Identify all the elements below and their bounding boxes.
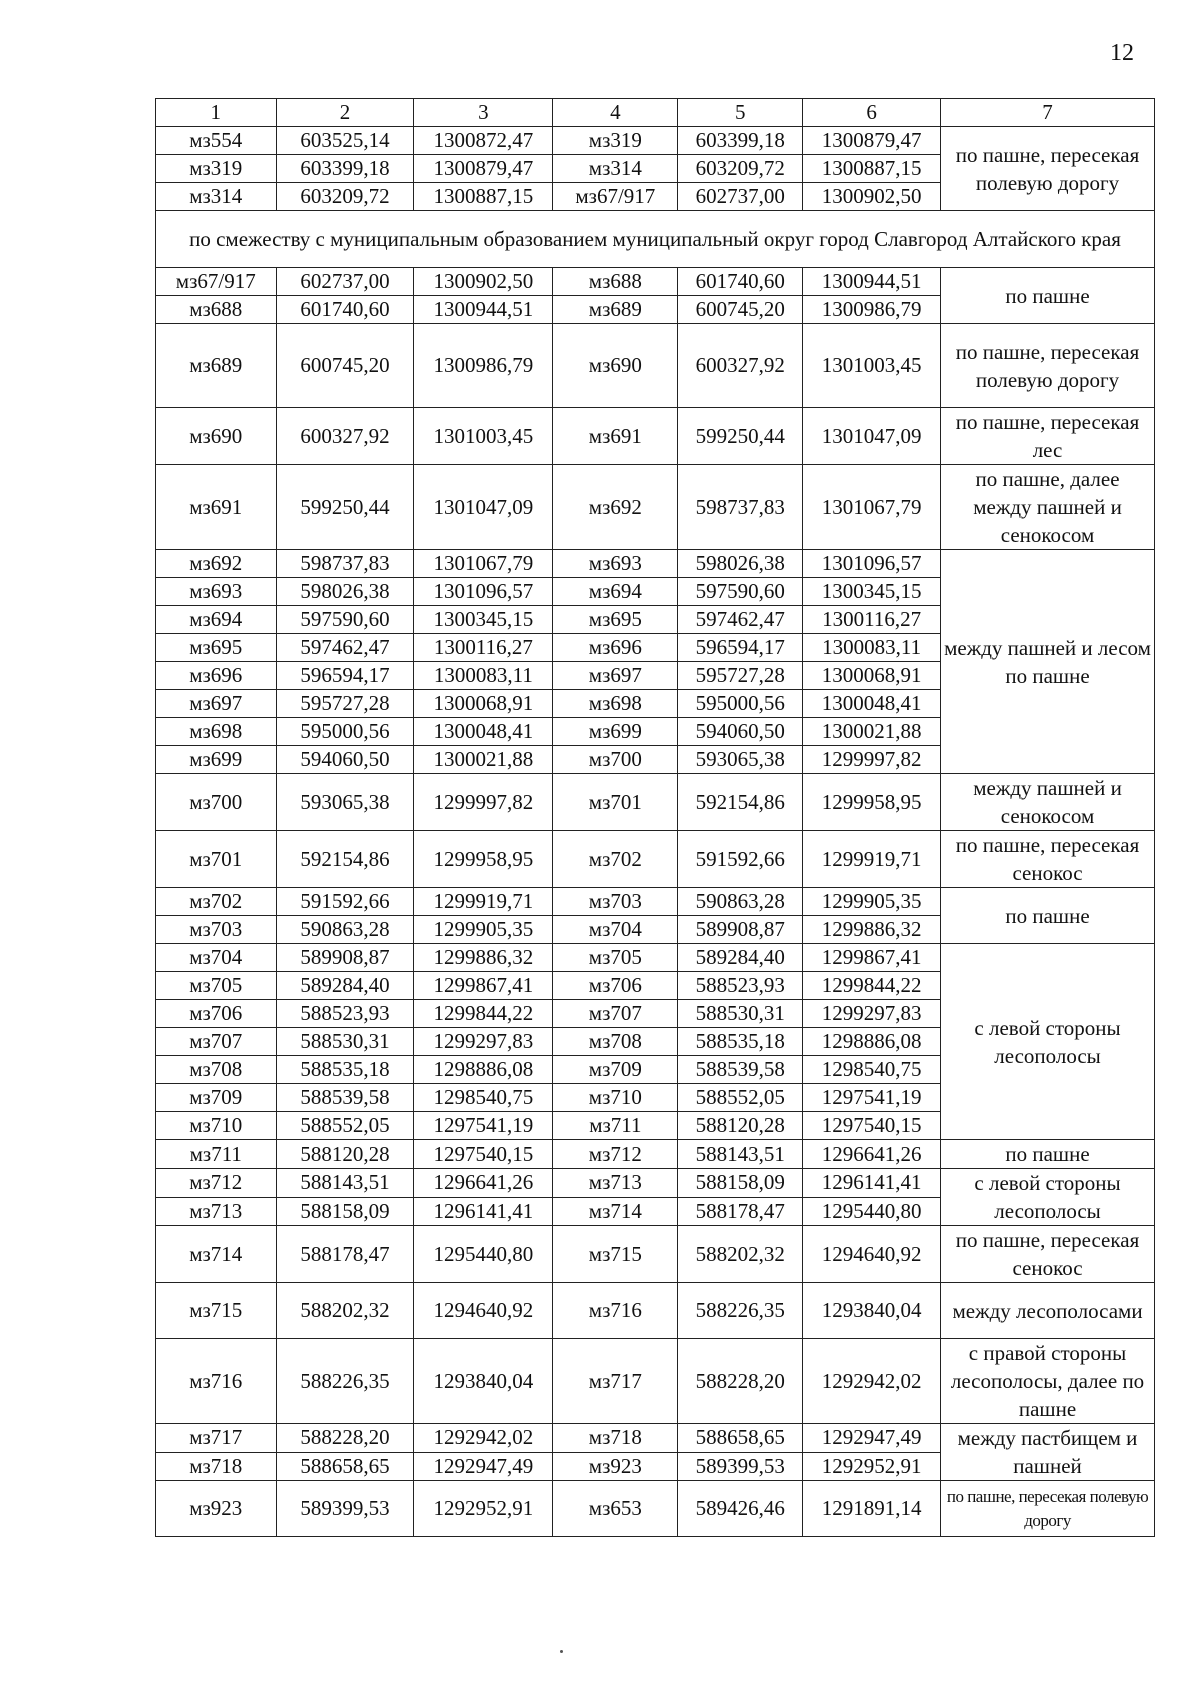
table-cell: мз67/917	[553, 183, 678, 211]
table-cell: 1300887,15	[803, 155, 941, 183]
section-header: по смежеству с муниципальным образованием муниципальный округ город Славгород Алтайского края	[156, 211, 1155, 268]
description-cell: с правой стороны лесополосы, далее по пашне	[941, 1339, 1155, 1424]
table-cell: мз703	[156, 916, 277, 944]
table-cell: 1301096,57	[803, 550, 941, 578]
table-cell: мз690	[156, 408, 277, 465]
table-cell: мз653	[553, 1481, 678, 1537]
table-cell: 598737,83	[678, 465, 803, 550]
page-number: 12	[1110, 40, 1134, 66]
table-row	[156, 408, 1155, 465]
table-cell: 1299958,95	[414, 831, 553, 888]
table-cell: мз703	[553, 888, 678, 916]
table-cell: 588178,47	[678, 1197, 803, 1226]
table-cell: мз694	[553, 578, 678, 606]
table-cell: 1300345,15	[414, 606, 553, 634]
table-cell: 595000,56	[276, 718, 414, 746]
column-header: 1	[156, 99, 277, 127]
table-cell: 600327,92	[276, 408, 414, 465]
table-row	[156, 1226, 1155, 1283]
table-cell: 1300879,47	[414, 155, 553, 183]
table-cell: мз708	[156, 1056, 277, 1084]
table-cell: 598737,83	[276, 550, 414, 578]
table-cell: 1293840,04	[414, 1339, 553, 1424]
table-cell: мз692	[553, 465, 678, 550]
table-cell: мз715	[156, 1283, 277, 1339]
table-cell: мз718	[553, 1424, 678, 1453]
table-cell: 1301096,57	[414, 578, 553, 606]
table-cell: 1300986,79	[803, 296, 941, 324]
table-cell: мз314	[156, 183, 277, 211]
table-cell: 1298886,08	[803, 1028, 941, 1056]
table-cell: мз704	[553, 916, 678, 944]
table-cell: 597462,47	[678, 606, 803, 634]
table-cell: 1300986,79	[414, 324, 553, 408]
table-cell: 1292952,91	[414, 1481, 553, 1537]
table-cell: 1299997,82	[414, 774, 553, 831]
table-cell: 1299297,83	[803, 1000, 941, 1028]
table-cell: 1296641,26	[414, 1169, 553, 1198]
table-cell: 588158,09	[276, 1197, 414, 1226]
table-cell: 599250,44	[678, 408, 803, 465]
table-cell: 594060,50	[678, 718, 803, 746]
table-cell: 1292942,02	[414, 1424, 553, 1453]
table-cell: 1299844,22	[414, 1000, 553, 1028]
table-cell: мз714	[553, 1197, 678, 1226]
table-cell: мз718	[156, 1452, 277, 1481]
table-cell: мз713	[156, 1197, 277, 1226]
table-cell: 1300116,27	[414, 634, 553, 662]
table-cell: 1301003,45	[803, 324, 941, 408]
table-cell: 1299958,95	[803, 774, 941, 831]
table-row	[156, 268, 1155, 296]
table-cell: мз699	[156, 746, 277, 774]
description-cell: с левой стороны лесополосы	[941, 1169, 1155, 1226]
table-cell: мз694	[156, 606, 277, 634]
table-cell: мз700	[156, 774, 277, 831]
table-cell: мз702	[553, 831, 678, 888]
table-cell: 589426,46	[678, 1481, 803, 1537]
column-header: 4	[553, 99, 678, 127]
table-cell: 1291891,14	[803, 1481, 941, 1537]
header-row	[156, 99, 1155, 127]
column-header: 2	[276, 99, 414, 127]
table-cell: мз707	[156, 1028, 277, 1056]
table-cell: 1300944,51	[803, 268, 941, 296]
description-cell: по пашне	[941, 888, 1155, 944]
description-cell: между пастбищем и пашней	[941, 1424, 1155, 1481]
table-cell: 588539,58	[276, 1084, 414, 1112]
table-cell: 1301067,79	[803, 465, 941, 550]
table-cell: мз717	[156, 1424, 277, 1453]
table-cell: мз701	[553, 774, 678, 831]
table-cell: мз706	[553, 972, 678, 1000]
table-cell: мз695	[553, 606, 678, 634]
table-cell: мз698	[156, 718, 277, 746]
table-cell: мз690	[553, 324, 678, 408]
table-cell: 1297541,19	[414, 1112, 553, 1140]
table-cell: 588143,51	[678, 1140, 803, 1169]
table-cell: 1299886,32	[414, 944, 553, 972]
table-cell: 1300083,11	[414, 662, 553, 690]
table-cell: мз712	[156, 1169, 277, 1198]
table-cell: 1300944,51	[414, 296, 553, 324]
table-cell: 602737,00	[276, 268, 414, 296]
table-cell: 588658,65	[276, 1452, 414, 1481]
table-cell: 1299844,22	[803, 972, 941, 1000]
boundary-coordinates-table	[155, 98, 1155, 1537]
table-cell: 603209,72	[276, 183, 414, 211]
description-cell: по пашне, пересекая сенокос	[941, 831, 1155, 888]
column-header: 6	[803, 99, 941, 127]
table-cell: 1299867,41	[803, 944, 941, 972]
table-cell: мз691	[156, 465, 277, 550]
table-cell: мз702	[156, 888, 277, 916]
scan-speck	[560, 1650, 563, 1653]
table-cell: мз709	[156, 1084, 277, 1112]
table-cell: мз704	[156, 944, 277, 972]
table-cell: 1297540,15	[803, 1112, 941, 1140]
table-row	[156, 1169, 1155, 1198]
table-cell: 1296141,41	[414, 1197, 553, 1226]
table-row	[156, 774, 1155, 831]
description-cell: между пашней и сенокосом	[941, 774, 1155, 831]
table-cell: 1298886,08	[414, 1056, 553, 1084]
table-cell: мз711	[553, 1112, 678, 1140]
table-cell: 1292947,49	[803, 1424, 941, 1453]
table-cell: мз701	[156, 831, 277, 888]
table-cell: 1301047,09	[803, 408, 941, 465]
table-cell: 588523,93	[678, 972, 803, 1000]
table-cell: 1294640,92	[803, 1226, 941, 1283]
table-cell: 1300879,47	[803, 127, 941, 155]
table-row	[156, 465, 1155, 550]
table-cell: мз696	[156, 662, 277, 690]
table-cell: мз689	[156, 324, 277, 408]
table-cell: мз696	[553, 634, 678, 662]
table-cell: мз923	[553, 1452, 678, 1481]
table-cell: 1300902,50	[803, 183, 941, 211]
table-cell: 1300048,41	[414, 718, 553, 746]
table-cell: 1296141,41	[803, 1169, 941, 1198]
table-cell: 590863,28	[678, 888, 803, 916]
table-cell: 588552,05	[276, 1112, 414, 1140]
description-cell: между пашней и лесом по пашне	[941, 550, 1155, 774]
description-cell: по пашне, пересекая сенокос	[941, 1226, 1155, 1283]
table-cell: 1300048,41	[803, 690, 941, 718]
table-cell: 588658,65	[678, 1424, 803, 1453]
table-cell: мз705	[156, 972, 277, 1000]
table-cell: 603525,14	[276, 127, 414, 155]
table-cell: мз712	[553, 1140, 678, 1169]
table-cell: 600327,92	[678, 324, 803, 408]
description-cell: между лесополосами	[941, 1283, 1155, 1339]
table-cell: 588228,20	[678, 1339, 803, 1424]
table-cell: 603399,18	[678, 127, 803, 155]
table-cell: 602737,00	[678, 183, 803, 211]
table-cell: 603399,18	[276, 155, 414, 183]
table-cell: мз693	[553, 550, 678, 578]
table-row	[156, 1140, 1155, 1169]
table-cell: мз699	[553, 718, 678, 746]
table-cell: мз67/917	[156, 268, 277, 296]
table-cell: 1292952,91	[803, 1452, 941, 1481]
description-cell: по пашне	[941, 268, 1155, 324]
table-row	[156, 1339, 1155, 1424]
table-row	[156, 127, 1155, 155]
description-cell: по пашне	[941, 1140, 1155, 1169]
table-cell: мз923	[156, 1481, 277, 1537]
table-cell: мз700	[553, 746, 678, 774]
table-cell: 1301047,09	[414, 465, 553, 550]
table-cell: 588226,35	[678, 1283, 803, 1339]
description-cell: с левой стороны лесополосы	[941, 944, 1155, 1140]
table-cell: мз691	[553, 408, 678, 465]
column-header: 7	[941, 99, 1155, 127]
section-header-row	[156, 211, 1155, 268]
table-cell: 1300872,47	[414, 127, 553, 155]
table-cell: 593065,38	[678, 746, 803, 774]
table-cell: 589908,87	[678, 916, 803, 944]
table-cell: 1299905,35	[414, 916, 553, 944]
table-cell: мз698	[553, 690, 678, 718]
table-cell: мз708	[553, 1028, 678, 1056]
table-cell: 1299867,41	[414, 972, 553, 1000]
table-cell: мз314	[553, 155, 678, 183]
table-cell: 1300021,88	[803, 718, 941, 746]
table-cell: 1295440,80	[803, 1197, 941, 1226]
table-cell: 588552,05	[678, 1084, 803, 1112]
table-cell: мз692	[156, 550, 277, 578]
table-cell: мз717	[553, 1339, 678, 1424]
table-cell: 1299919,71	[803, 831, 941, 888]
table-cell: 1299905,35	[803, 888, 941, 916]
table-cell: 592154,86	[276, 831, 414, 888]
table-cell: мз319	[553, 127, 678, 155]
table-cell: 1298540,75	[803, 1056, 941, 1084]
table-cell: 595727,28	[276, 690, 414, 718]
table-cell: 588535,18	[678, 1028, 803, 1056]
table-cell: 1299297,83	[414, 1028, 553, 1056]
table-cell: 1292942,02	[803, 1339, 941, 1424]
table-cell: 1300068,91	[803, 662, 941, 690]
table-cell: 1293840,04	[803, 1283, 941, 1339]
table-cell: мз319	[156, 155, 277, 183]
table-row	[156, 1424, 1155, 1453]
table-cell: 589399,53	[678, 1452, 803, 1481]
table-cell: 588178,47	[276, 1226, 414, 1283]
table-cell: 1292947,49	[414, 1452, 553, 1481]
table-cell: 598026,38	[276, 578, 414, 606]
table-cell: 597590,60	[678, 578, 803, 606]
table-cell: 1294640,92	[414, 1283, 553, 1339]
table-cell: 588120,28	[276, 1140, 414, 1169]
table-row	[156, 831, 1155, 888]
table-cell: 1301067,79	[414, 550, 553, 578]
table-cell: мз554	[156, 127, 277, 155]
table-cell: 596594,17	[276, 662, 414, 690]
table-cell: 588530,31	[276, 1028, 414, 1056]
table-cell: 588228,20	[276, 1424, 414, 1453]
table-cell: мз697	[156, 690, 277, 718]
table-cell: мз689	[553, 296, 678, 324]
table-cell: мз713	[553, 1169, 678, 1198]
table-cell: мз711	[156, 1140, 277, 1169]
table-cell: 588539,58	[678, 1056, 803, 1084]
table-cell: 1296641,26	[803, 1140, 941, 1169]
table-cell: 1299997,82	[803, 746, 941, 774]
table-cell: 590863,28	[276, 916, 414, 944]
table-cell: 1297540,15	[414, 1140, 553, 1169]
table-cell: 1299919,71	[414, 888, 553, 916]
table-cell: 596594,17	[678, 634, 803, 662]
table-cell: 589284,40	[678, 944, 803, 972]
column-header: 5	[678, 99, 803, 127]
table-cell: 1300902,50	[414, 268, 553, 296]
table-cell: 601740,60	[276, 296, 414, 324]
table-cell: мз707	[553, 1000, 678, 1028]
table-cell: 595000,56	[678, 690, 803, 718]
table-cell: мз714	[156, 1226, 277, 1283]
table-cell: 594060,50	[276, 746, 414, 774]
table-cell: 588202,32	[276, 1283, 414, 1339]
table-cell: мз716	[553, 1283, 678, 1339]
table-row	[156, 1283, 1155, 1339]
table-cell: мз706	[156, 1000, 277, 1028]
table-cell: 589284,40	[276, 972, 414, 1000]
table-cell: 603209,72	[678, 155, 803, 183]
table-row	[156, 550, 1155, 578]
table-cell: мз697	[553, 662, 678, 690]
table-cell: 1297541,19	[803, 1084, 941, 1112]
table-cell: мз693	[156, 578, 277, 606]
table-row	[156, 324, 1155, 408]
table-cell: 599250,44	[276, 465, 414, 550]
table-cell: 588120,28	[678, 1112, 803, 1140]
table-cell: 1300116,27	[803, 606, 941, 634]
table-cell: мз710	[553, 1084, 678, 1112]
table-cell: 600745,20	[276, 324, 414, 408]
table-cell: мз715	[553, 1226, 678, 1283]
description-cell: по пашне, пересекая полевую дорогу	[941, 324, 1155, 408]
table-cell: 591592,66	[276, 888, 414, 916]
table-cell: 597590,60	[276, 606, 414, 634]
description-cell: по пашне, пересекая лес	[941, 408, 1155, 465]
table-cell: 595727,28	[678, 662, 803, 690]
table-cell: 1300021,88	[414, 746, 553, 774]
table-cell: 1299886,32	[803, 916, 941, 944]
table-cell: 588158,09	[678, 1169, 803, 1198]
column-header: 3	[414, 99, 553, 127]
table-cell: 1300887,15	[414, 183, 553, 211]
table-cell: 1300345,15	[803, 578, 941, 606]
table-cell: 1295440,80	[414, 1226, 553, 1283]
table-cell: 1300083,11	[803, 634, 941, 662]
table-cell: 588202,32	[678, 1226, 803, 1283]
description-cell: по пашне, пересекая полевую дорогу	[941, 127, 1155, 211]
description-cell: по пашне, далее между пашней и сенокосом	[941, 465, 1155, 550]
table-cell: 597462,47	[276, 634, 414, 662]
table-cell: 600745,20	[678, 296, 803, 324]
table-cell: 1300068,91	[414, 690, 553, 718]
table-cell: мз695	[156, 634, 277, 662]
table-cell: мз716	[156, 1339, 277, 1424]
table-cell: 588535,18	[276, 1056, 414, 1084]
table-cell: мз688	[553, 268, 678, 296]
table-cell: 588226,35	[276, 1339, 414, 1424]
table-cell: мз710	[156, 1112, 277, 1140]
table-cell: мз705	[553, 944, 678, 972]
table-cell: мз688	[156, 296, 277, 324]
table-cell: 588523,93	[276, 1000, 414, 1028]
table-cell: мз709	[553, 1056, 678, 1084]
description-cell: по пашне, пересекая полевую дорогу	[941, 1481, 1155, 1537]
table-row	[156, 1481, 1155, 1537]
table-cell: 1301003,45	[414, 408, 553, 465]
table-cell: 592154,86	[678, 774, 803, 831]
table-cell: 593065,38	[276, 774, 414, 831]
table-cell: 589908,87	[276, 944, 414, 972]
table-cell: 1298540,75	[414, 1084, 553, 1112]
table-cell: 588143,51	[276, 1169, 414, 1198]
table-cell: 591592,66	[678, 831, 803, 888]
table-cell: 588530,31	[678, 1000, 803, 1028]
table-cell: 589399,53	[276, 1481, 414, 1537]
table-row	[156, 944, 1155, 972]
table-cell: 598026,38	[678, 550, 803, 578]
table-cell: 601740,60	[678, 268, 803, 296]
table-row	[156, 888, 1155, 916]
